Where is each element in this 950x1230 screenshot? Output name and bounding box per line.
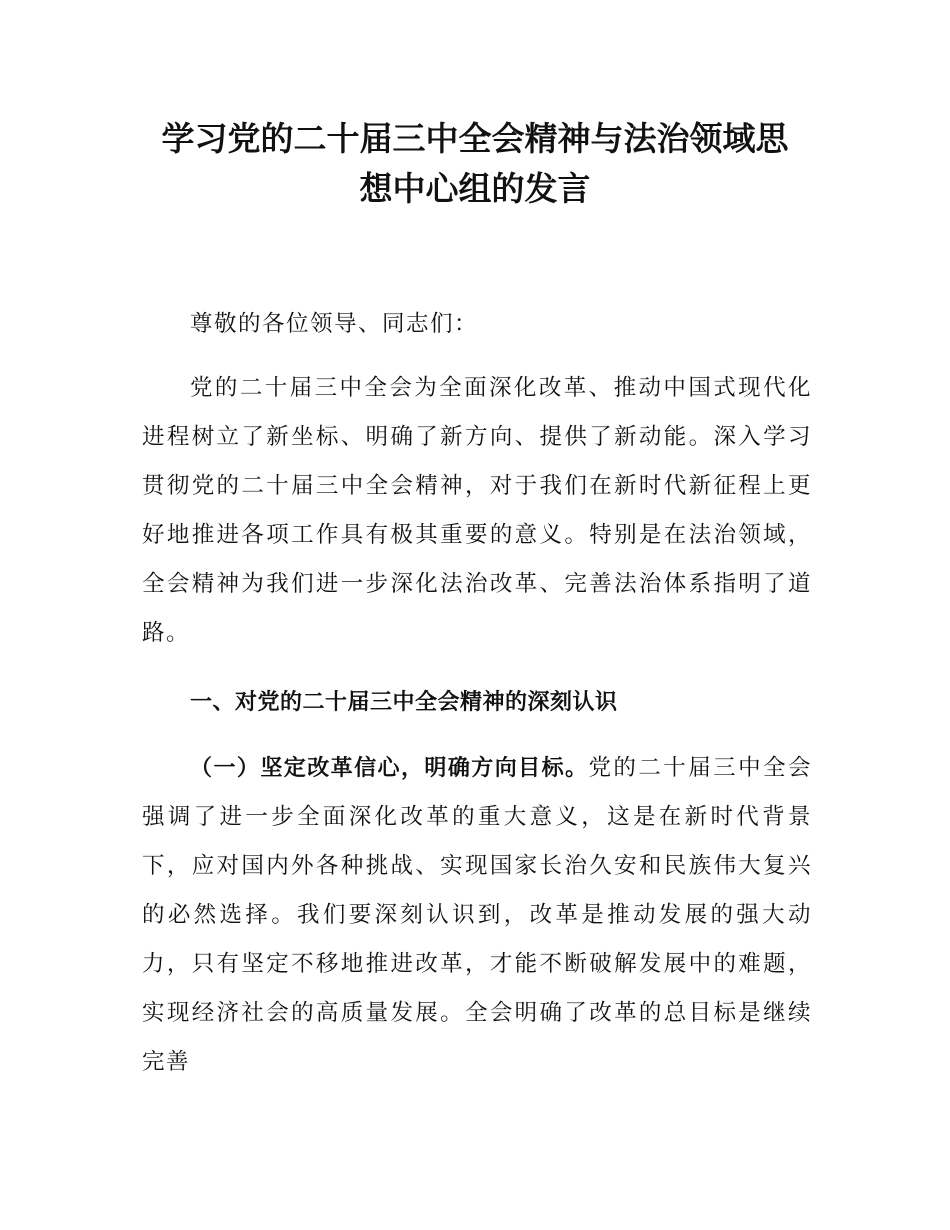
subsection-lead: （一）坚定改革信心，明确方向目标。 xyxy=(190,756,589,781)
subsection1-block xyxy=(142,744,812,1087)
subsection-text: 党的二十届三中全会强调了进一步全面深化改革的重大意义，这是在新时代背景下，应对国内外各种挑战、实现国家长治久安和民族伟大复兴的必然选择。我们要深刻认识到，改革是推动发展的强大动力，只有坚定不移地推进改革，才能不断破解发展中的难题，实现经济社会的高质量发展。全会明确了改革的总目标是继续完善 xyxy=(142,755,812,1075)
section1-heading-block xyxy=(142,678,812,727)
intro-block xyxy=(142,364,812,658)
salutation: 尊敬的各位领导、同志们： xyxy=(190,311,479,337)
salutation-block xyxy=(142,300,812,349)
title-line-1: 学习党的二十届三中全会精神与法治领域思 xyxy=(161,119,789,158)
intro-paragraph: 党的二十届三中全会为全面深化改革、推动中国式现代化进程树立了新坐标、明确了新方向、提供了新动能。深入学习贯彻党的二十届三中全会精神，对于我们在新时代新征程上更好地推进各项工作具有极其重要的意义。特别是在法治领域，全会精神为我们进一步深化法治改革、完善法治体系指明了道路。 xyxy=(142,375,812,646)
document-title xyxy=(120,114,830,214)
subsection-paragraph xyxy=(142,744,812,1087)
title-line-2: 想中心组的发言 xyxy=(359,169,591,208)
section-heading: 一、对党的二十届三中全会精神的深刻认识 xyxy=(190,690,618,715)
